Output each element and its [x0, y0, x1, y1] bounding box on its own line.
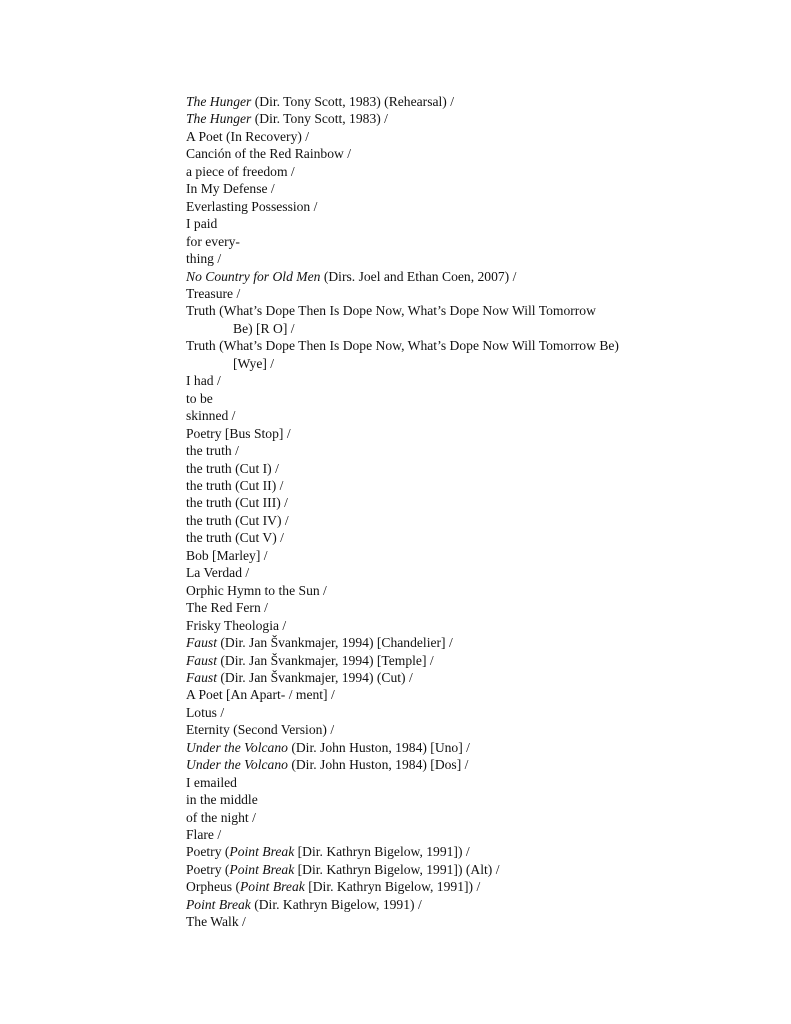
entry-text: Bob [Marley] /: [186, 547, 268, 563]
entry-line: [186, 268, 766, 285]
entry-text: the truth (Cut V) /: [186, 530, 284, 546]
entry-line: [186, 599, 766, 616]
entry-text: Truth (What’s Dope Then Is Dope Now, What’s Dope Now Will Tomorrow: [186, 303, 596, 319]
entry-title-italic: Under the Volcano: [186, 739, 288, 755]
entry-line: [186, 372, 766, 389]
entry-line: [186, 180, 766, 197]
entry-text: (Dir. Jan Švankmajer, 1994) [Temple] /: [216, 652, 434, 668]
entry-line: [186, 843, 766, 860]
entry-text: the truth (Cut III) /: [186, 495, 288, 511]
entry-line: [186, 198, 766, 215]
entry-text: La Verdad /: [186, 565, 250, 581]
entry-line: [186, 390, 766, 407]
entry-text: A Poet [An Apart- / ment] /: [186, 687, 335, 703]
entry-line: [186, 826, 766, 843]
entry-text: the truth (Cut IV) /: [186, 512, 289, 528]
entry-line: [186, 739, 766, 756]
entry-text: The Red Fern /: [186, 600, 268, 616]
entry-text: Flare /: [186, 827, 222, 843]
entry-title-italic: Under the Volcano: [186, 757, 288, 773]
entry-line: [186, 355, 766, 372]
entry-line: [186, 704, 766, 721]
entry-line: [186, 756, 766, 773]
entry-text: of the night /: [186, 809, 256, 825]
entry-text: Poetry [Bus Stop] /: [186, 425, 291, 441]
entry-line: [186, 582, 766, 599]
entry-line: [186, 163, 766, 180]
entry-line: [186, 686, 766, 703]
entry-title-italic: Faust: [186, 635, 217, 651]
entry-line: [186, 145, 766, 162]
entry-text: [Wye] /: [233, 355, 275, 371]
entry-text: (Dir. Kathryn Bigelow, 1991) /: [250, 896, 422, 912]
entry-text: the truth (Cut I) /: [186, 460, 279, 476]
entry-line: [186, 669, 766, 686]
entry-text: the truth /: [186, 443, 239, 459]
contents-list: [186, 93, 766, 931]
entry-line: [186, 512, 766, 529]
entry-text: (Dirs. Joel and Ethan Coen, 2007) /: [320, 268, 517, 284]
entry-text: Treasure /: [186, 285, 241, 301]
entry-line: [186, 652, 766, 669]
entry-text: Canción of the Red Rainbow /: [186, 146, 351, 162]
entry-title-italic: The Hunger: [186, 94, 252, 109]
entry-line: [186, 442, 766, 459]
entry-text: in the middle: [186, 792, 258, 808]
entry-text: (Dir. John Huston, 1984) [Dos] /: [287, 757, 469, 773]
entry-text: [Dir. Kathryn Bigelow, 1991]) /: [294, 844, 470, 860]
entry-line: [186, 425, 766, 442]
entry-text: Be) [R O] /: [233, 320, 295, 336]
entry-line: [186, 809, 766, 826]
entry-text: (Dir. Jan Švankmajer, 1994) (Cut) /: [216, 669, 413, 685]
entry-text: for every-: [186, 233, 240, 249]
entry-title-italic: Point Break: [186, 896, 251, 912]
entry-title-italic: Point Break: [229, 861, 295, 877]
entry-text: [Dir. Kathryn Bigelow, 1991]) /: [304, 879, 481, 895]
entry-title-italic: Point Break: [239, 879, 305, 895]
entry-text: Frisky Theologia /: [186, 617, 287, 633]
entry-text: I had /: [186, 373, 221, 389]
entry-text: (Dir. Tony Scott, 1983) /: [251, 111, 388, 127]
entry-text: A Poet (In Recovery) /: [186, 128, 310, 144]
entry-text: Truth (What’s Dope Then Is Dope Now, What’s Dope Now Will Tomorrow Be): [186, 338, 619, 354]
entry-text: a piece of freedom /: [186, 163, 295, 179]
entry-line: [186, 721, 766, 738]
entry-line: [186, 337, 766, 354]
entry-line: [186, 215, 766, 232]
entry-text: thing /: [186, 251, 222, 267]
entry-text: Poetry (: [186, 861, 230, 877]
entry-line: [186, 407, 766, 424]
entry-line: [186, 617, 766, 634]
entry-text: (Dir. Jan Švankmajer, 1994) [Chandelier] /: [216, 635, 453, 651]
entry-text: Orphic Hymn to the Sun /: [186, 582, 327, 598]
entry-text: [Dir. Kathryn Bigelow, 1991]) (Alt) /: [294, 861, 500, 877]
entry-line: [186, 320, 766, 337]
entry-line: [186, 233, 766, 250]
entry-line: [186, 250, 766, 267]
entry-line: [186, 110, 766, 127]
entry-text: Everlasting Possession /: [186, 198, 318, 214]
entry-line: [186, 913, 766, 930]
entry-line: [186, 128, 766, 145]
entry-line: [186, 878, 766, 895]
entry-title-italic: No Country for Old Men: [186, 268, 321, 284]
entry-line: [186, 547, 766, 564]
entry-line: [186, 460, 766, 477]
entry-text: (Dir. Tony Scott, 1983) (Rehearsal) /: [251, 94, 454, 109]
entry-text: to be: [186, 390, 213, 406]
entry-text: The Walk /: [186, 914, 246, 930]
entry-text: (Dir. John Huston, 1984) [Uno] /: [287, 739, 470, 755]
entry-line: [186, 302, 766, 319]
entry-line: [186, 494, 766, 511]
entry-text: Orpheus (: [186, 879, 240, 895]
entry-text: the truth (Cut II) /: [186, 477, 284, 493]
entry-text: Lotus /: [186, 704, 225, 720]
entry-text: I paid: [186, 216, 218, 232]
entry-line: [186, 529, 766, 546]
entry-text: Poetry (: [186, 844, 230, 860]
entry-line: [186, 634, 766, 651]
entry-text: I emailed: [186, 774, 237, 790]
entry-title-italic: The Hunger: [186, 111, 252, 127]
entry-line: [186, 791, 766, 808]
entry-text: Eternity (Second Version) /: [186, 722, 335, 738]
entry-text: In My Defense /: [186, 181, 275, 197]
entry-line: [186, 285, 766, 302]
entry-line: [186, 93, 766, 110]
entry-line: [186, 477, 766, 494]
entry-line: [186, 861, 766, 878]
entry-title-italic: Faust: [186, 669, 217, 685]
entry-title-italic: Point Break: [229, 844, 295, 860]
entry-text: skinned /: [186, 408, 236, 424]
entry-line: [186, 896, 766, 913]
entry-title-italic: Faust: [186, 652, 217, 668]
entry-line: [186, 564, 766, 581]
entry-line: [186, 774, 766, 791]
